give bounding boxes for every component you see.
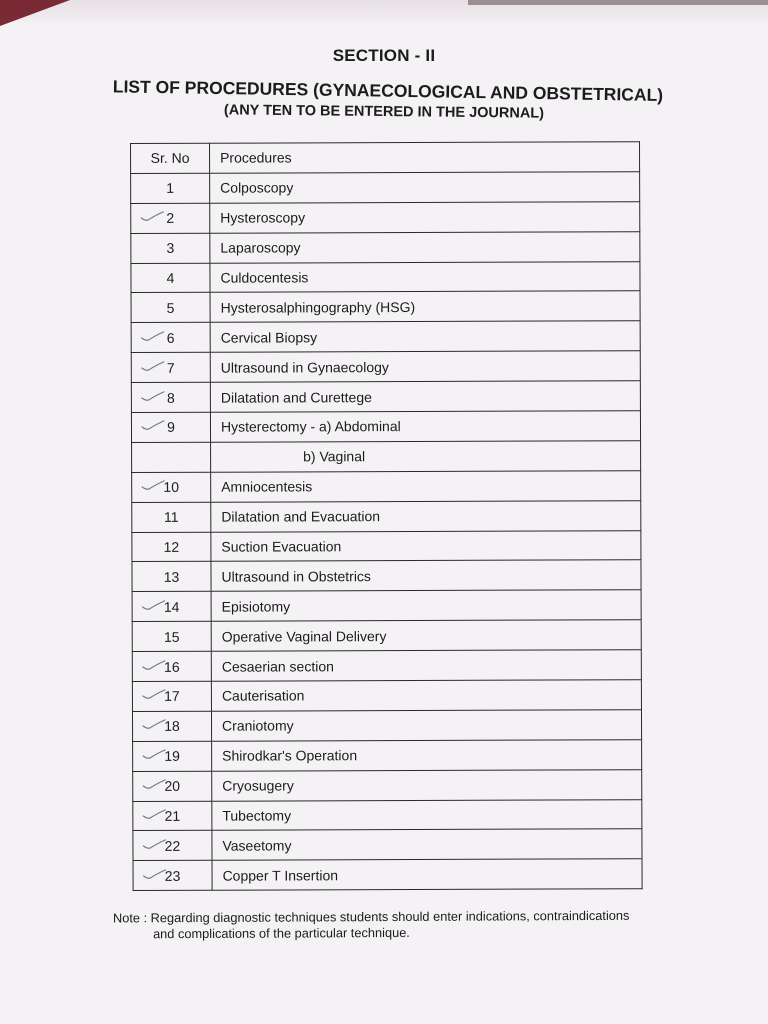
row-procedure: Hysteroscopy [210,202,640,233]
row-procedure: Dilatation and Curettege [210,381,640,412]
row-number: 13 [163,568,180,585]
row-procedure: Cervical Biopsy [210,321,640,352]
pencil-tick-icon [141,747,167,761]
table-row [132,530,641,562]
table-row [132,710,641,742]
pencil-tick-icon [140,329,166,343]
footnote [113,908,673,943]
table-header-row [131,142,640,174]
row-number: 11 [163,508,179,526]
page-subtitle: (ANY TEN TO BE ENTERED IN THE JOURNAL) [223,102,545,122]
row-procedure: Hysterectomy - a) Abdominal [210,411,640,442]
row-sr-no [132,681,211,711]
row-sr-no [133,801,212,831]
row-sr-no [132,562,211,592]
row-number: 22 [164,837,181,854]
table-body [131,172,643,891]
pencil-tick-icon [140,359,166,373]
table-row [132,560,641,592]
table-row [133,859,642,891]
row-sr-no [132,442,211,472]
pencil-tick-icon [141,598,167,612]
pencil-tick-icon [141,807,167,821]
pencil-tick-icon [141,717,167,731]
row-sr-no [132,502,211,532]
row-procedure: Operative Vaginal Delivery [211,620,641,651]
row-sr-no [131,352,210,382]
row-sr-no [131,323,210,353]
row-procedure: Dilatation and Evacuation [211,500,641,531]
table-row [132,441,641,473]
row-sr-no [133,831,212,861]
row-number: 21 [164,807,181,824]
row-procedure: Ultrasound in Gynaecology [210,351,640,382]
table-row [131,411,640,443]
row-procedure: Cauterisation [211,680,641,711]
table-row [131,261,640,293]
row-sr-no [131,233,210,263]
row-number: 1 [166,180,175,197]
table-row [131,172,640,204]
row-procedure: Amniocentesis [211,471,641,502]
row-sr-no [131,173,210,203]
row-procedure: Colposcopy [210,172,640,203]
table-row [131,351,640,383]
table-row [131,202,640,234]
table-row [131,321,640,353]
pencil-tick-icon [139,209,165,223]
row-procedure: b) Vaginal [211,441,641,472]
pencil-tick-icon [140,478,166,492]
note-line-1: Note : Regarding diagnostic techniques students should enter indications, contraindications [112,907,630,926]
row-number: 9 [167,419,175,436]
row-number: 19 [164,748,180,765]
section-heading: SECTION - II [332,46,436,65]
row-sr-no [133,861,212,891]
row-procedure: Cryosugery [212,769,642,800]
table-row [131,381,640,413]
row-number: 4 [166,269,175,286]
row-number: 14 [163,598,180,615]
row-procedure: Suction Evacuation [211,530,641,561]
row-number: 5 [166,299,175,316]
row-number: 2 [166,210,175,227]
header-sr-no: Sr. No [131,143,210,173]
row-procedure: Ultrasound in Obstetrics [211,560,641,591]
pencil-tick-icon [141,837,167,851]
table-row [132,471,641,503]
row-sr-no [133,771,212,801]
row-number: 23 [164,867,181,884]
row-number: 6 [166,329,175,346]
row-number: 17 [164,688,180,705]
row-sr-no [131,293,210,323]
table-row [132,650,641,682]
pencil-tick-icon [141,777,167,791]
row-procedure: Shirodkar's Operation [212,740,642,771]
row-sr-no [132,711,211,741]
row-number: 3 [166,239,175,256]
row-procedure: Vaseetomy [212,829,642,860]
row-sr-no [131,412,210,442]
procedures-table [130,141,643,891]
row-sr-no [133,741,212,771]
table-row [133,799,642,831]
pencil-tick-icon [141,687,167,701]
row-number: 15 [163,628,180,645]
row-sr-no [131,382,210,412]
row-number: 8 [166,389,175,406]
row-number: 18 [164,718,180,735]
pencil-tick-icon [142,867,168,881]
row-procedure: Hysterosalphingography (HSG) [210,291,640,322]
table-row [132,680,641,712]
row-procedure: Cesaerian section [211,650,641,681]
row-number: 20 [164,777,181,795]
row-sr-no [132,532,211,562]
header-procedures: Procedures [210,142,640,173]
page-title: LIST OF PROCEDURES (GYNAECOLOGICAL AND OBSTETRICAL) [112,76,664,105]
pencil-tick-icon [140,388,166,402]
table-row [132,500,641,532]
table-row [132,590,641,622]
row-sr-no [132,472,211,502]
row-number: 16 [164,658,180,675]
procedures-table-container [130,141,645,891]
row-sr-no [132,621,211,651]
row-procedure: Laparoscopy [210,231,640,262]
note-line-2: and complications of the particular technique. [153,924,410,942]
row-procedure: Culdocentesis [210,261,640,292]
table-row [132,620,641,652]
table-row [133,829,642,861]
pencil-tick-icon [141,657,167,671]
row-sr-no [131,263,210,293]
row-sr-no [131,203,210,233]
row-number: 12 [163,538,180,555]
table-row [133,769,642,801]
row-sr-no [132,651,211,681]
row-procedure: Episiotomy [211,590,641,621]
row-procedure: Copper T Insertion [212,859,642,890]
row-procedure: Tubectomy [212,799,642,830]
row-number: 10 [163,479,180,496]
pencil-tick-icon [140,418,166,432]
row-number: 7 [166,359,175,376]
table-row [133,740,642,772]
table-row [131,231,640,263]
row-procedure: Craniotomy [211,710,641,741]
row-sr-no [132,592,211,622]
table-row [131,291,640,323]
